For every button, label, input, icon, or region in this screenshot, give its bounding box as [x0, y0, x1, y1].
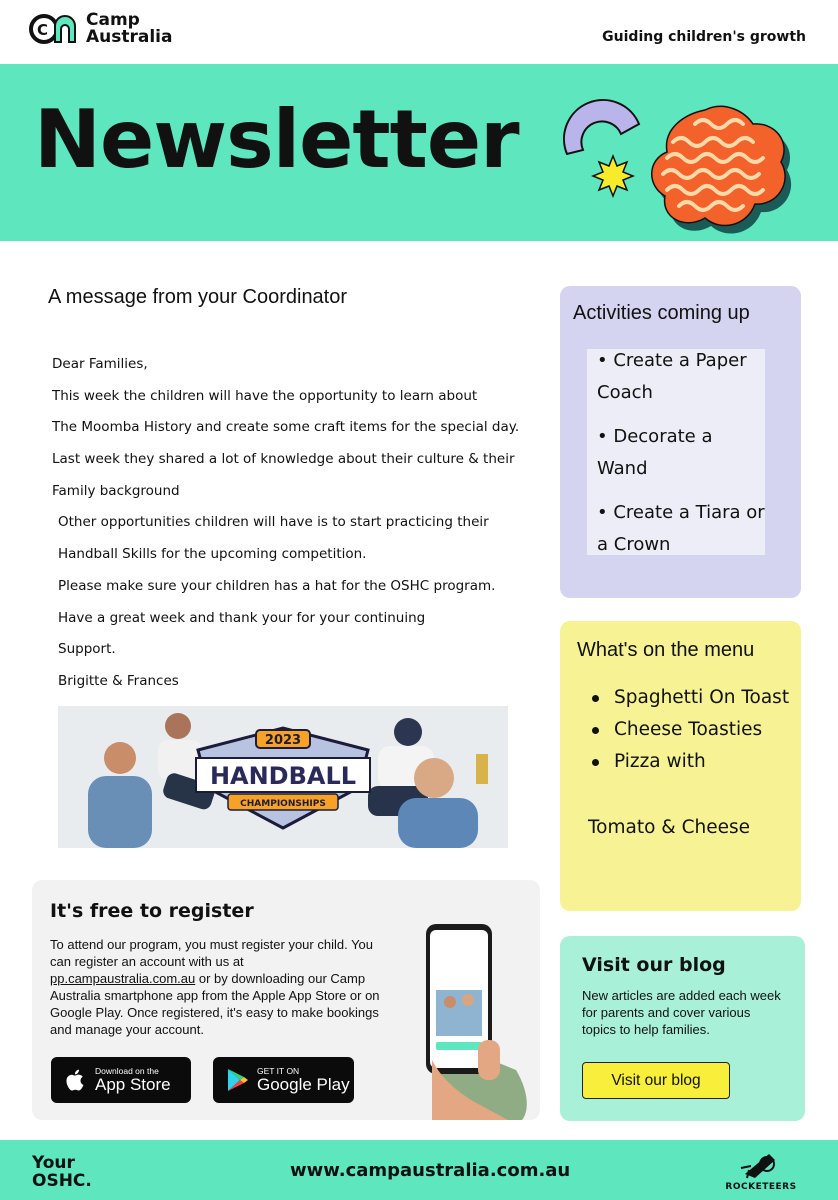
brand-line: Your: [32, 1153, 75, 1173]
app-store-small-text: Download on the: [95, 1065, 159, 1076]
letter-line: The Moomba History and create some craft items for the special day.: [52, 419, 520, 436]
logo-text: Camp Australia: [86, 10, 173, 47]
list-item: • Decorate a Wand: [597, 426, 713, 479]
letter-line: Other opportunities children will have is to start practicing their: [58, 514, 489, 531]
rocketeers-logo: [716, 1150, 806, 1196]
letter-line: This week the children will have the opportunity to learn about: [52, 387, 478, 404]
app-store-label: App Store: [95, 1074, 171, 1094]
letter-line: Last week they shared a lot of knowledge about their culture & their: [52, 451, 515, 468]
blog-description: New articles are added each week for parents and cover various topics to help families.: [582, 988, 781, 1037]
letter-line: Please make sure your children has a hat for the OSHC program.: [58, 577, 496, 594]
rocketeers-text: ROCKETEERS: [725, 1182, 797, 1192]
apple-icon: [65, 1067, 87, 1093]
coordinator-heading: A message from your Coordinator: [48, 286, 348, 308]
register-text: or by downloading our Camp Australia smartphone app from the Apple App Store or on Google Play. Once registered, it's easy to make bookings and manage your account.: [50, 971, 380, 1037]
your-oshc-logo: [32, 1154, 92, 1190]
activity-item: Create a Paper Coach: [597, 350, 747, 403]
register-text: To attend our program, you must register your child. You can register an account with us at: [50, 937, 374, 969]
activity-item: Create a Tiara or a Crown: [597, 502, 765, 555]
letter-line: Have a great week and thank your for your continuing: [58, 609, 426, 626]
activities-card: [560, 286, 801, 598]
app-store-button[interactable]: [51, 1057, 191, 1103]
menu-item: Spaghetti On Toast: [588, 683, 793, 713]
google-play-button[interactable]: [213, 1057, 354, 1103]
hero-banner: [0, 64, 838, 241]
register-card: [32, 880, 540, 1120]
footer: [0, 1140, 838, 1200]
footer-url-link[interactable]: www.campaustralia.com.au: [290, 1160, 571, 1181]
list-item: • Create a Tiara or a Crown: [597, 502, 765, 555]
menu-item: Pizza with: [588, 747, 793, 777]
banner-title: HANDBALL: [209, 762, 357, 790]
activity-item: Decorate a Wand: [597, 426, 713, 479]
letter-line: Dear Families,: [52, 356, 148, 372]
menu-title: What's on the menu: [577, 639, 755, 661]
activities-list: [587, 349, 765, 555]
list-item: • Create a Paper Coach: [597, 350, 747, 403]
register-link[interactable]: pp.campaustralia.com.au: [50, 971, 196, 986]
camp-australia-logo-icon: [28, 12, 80, 46]
letter-line: Family background: [52, 482, 180, 499]
menu-item-continuation: Tomato & Cheese: [588, 817, 751, 838]
banner-subtitle: CHAMPIONSHIPS: [240, 799, 326, 809]
google-play-small-text: GET IT ON: [257, 1065, 300, 1076]
menu-item: Cheese Toasties: [588, 715, 793, 745]
handball-photo-icon: [58, 706, 508, 848]
register-body: [50, 936, 390, 1038]
visit-blog-button[interactable]: Visit our blog: [582, 1062, 730, 1099]
menu-card: [560, 621, 801, 911]
menu-list: [588, 683, 793, 779]
top-bar: [0, 0, 838, 64]
blog-title: Visit our blog: [582, 954, 726, 976]
activities-title: Activities coming up: [573, 302, 750, 324]
brand-line: OSHC.: [32, 1171, 92, 1191]
blog-card: [560, 936, 805, 1121]
tagline: Guiding children's growth: [602, 29, 806, 45]
camp-australia-logo[interactable]: [28, 12, 176, 46]
page-title: Newsletter: [34, 93, 519, 186]
svg-text:C: C: [37, 21, 49, 39]
letter-line: Brigitte & Frances: [58, 672, 179, 689]
rocket-icon: [739, 1150, 783, 1180]
phone-app-icon: [412, 920, 532, 1120]
banner-year: 2023: [264, 733, 302, 748]
letter-line: Handball Skills for the upcoming competition.: [58, 546, 367, 563]
coordinator-letter: [52, 355, 522, 704]
handball-banner-image: [58, 706, 508, 848]
letter-line: Support.: [58, 641, 116, 658]
decorative-shapes-icon: [555, 94, 795, 244]
google-play-label: Google Play: [257, 1074, 350, 1094]
google-play-icon: [227, 1068, 249, 1092]
register-title: It's free to register: [50, 900, 254, 922]
